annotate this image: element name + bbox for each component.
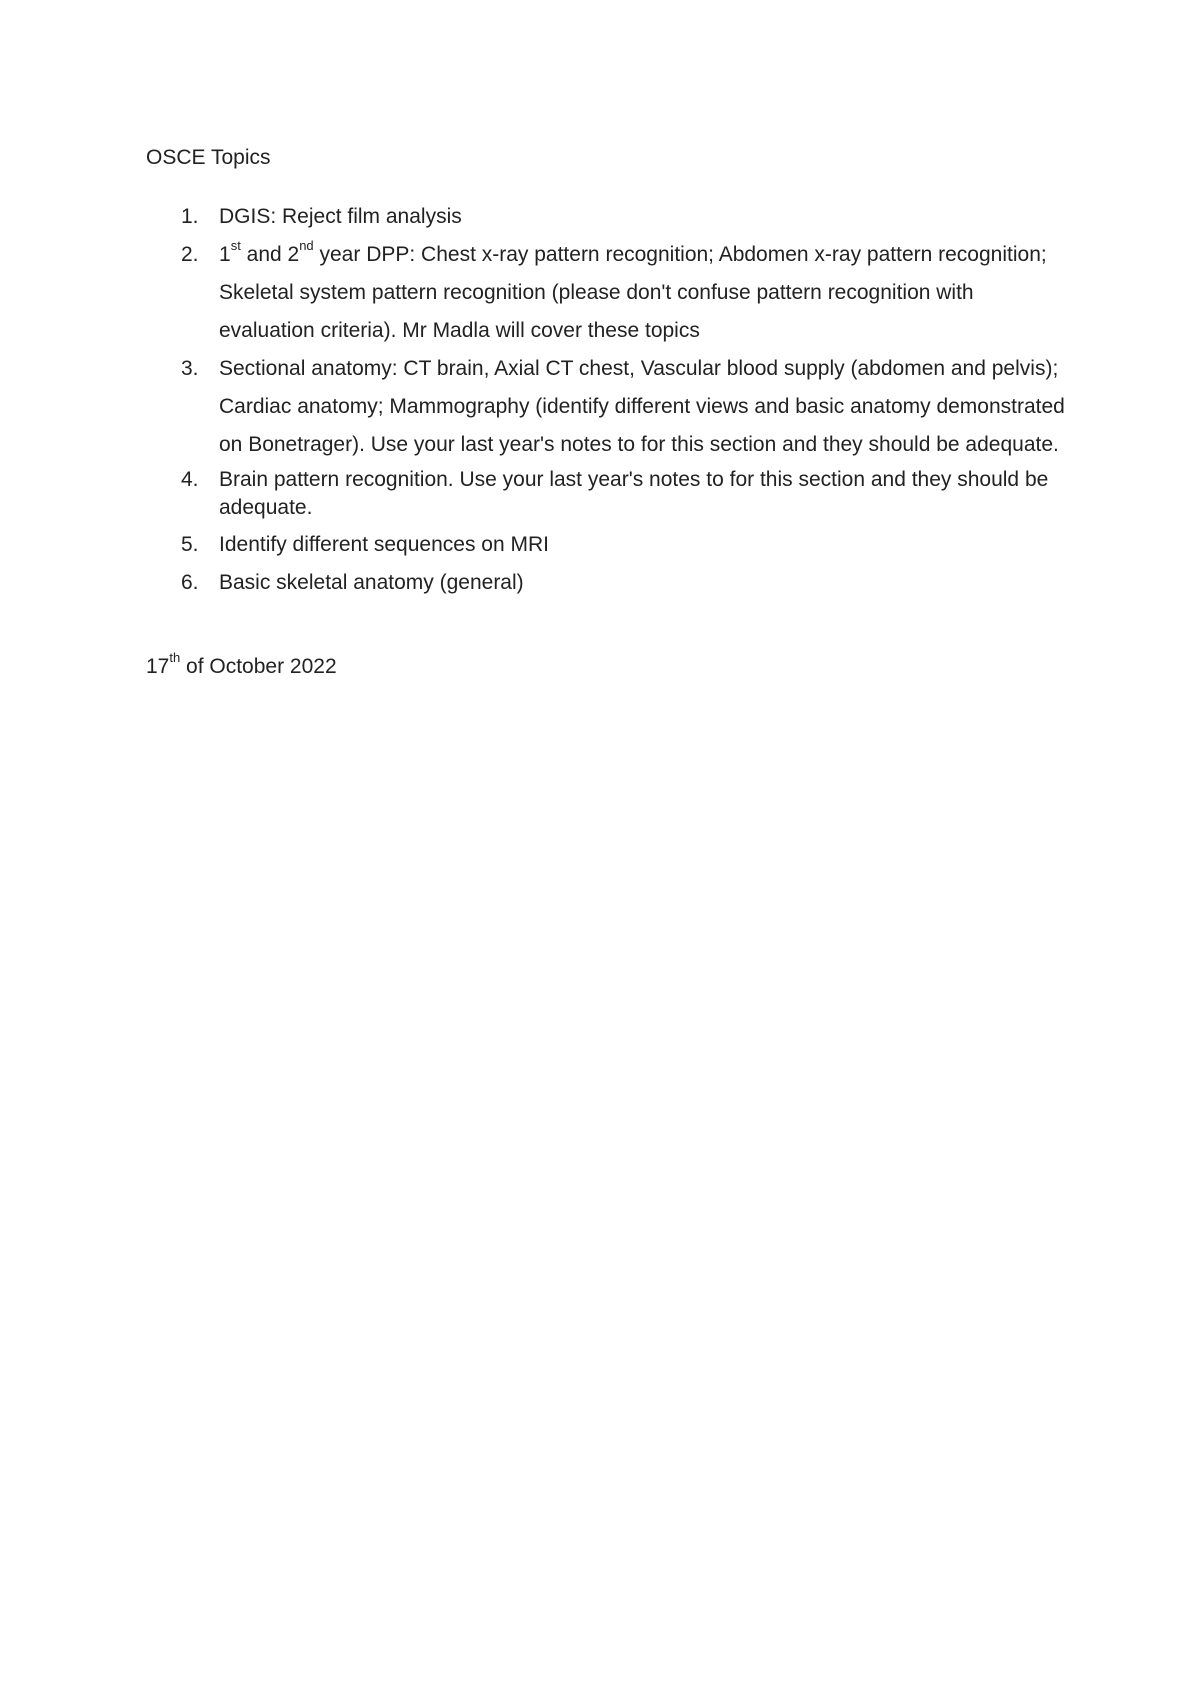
topic-number: 6.	[181, 571, 199, 594]
ordinal-suffix: nd	[299, 238, 314, 253]
document-heading: OSCE Topics	[146, 146, 271, 169]
topic-item-2	[146, 236, 1066, 350]
topic-text: Identify different sequences on MRI	[219, 533, 549, 556]
topic-text-part: and 2	[240, 243, 300, 266]
date-rest: of October 2022	[180, 655, 337, 678]
topic-item-1	[146, 198, 1066, 236]
topic-list	[146, 198, 1066, 602]
ordinal-suffix: th	[169, 650, 181, 665]
topic-text: Sectional anatomy: CT brain, Axial CT chest, Vascular blood supply (abdomen and pelvis); Cardiac anatomy; Mammography (identify different views and basic anatomy demonstrated on Bonetrager). Use your last year's notes to for this section and they should be adequate.	[219, 357, 1065, 456]
topic-number: 4.	[181, 468, 199, 491]
topic-number: 3.	[181, 357, 199, 380]
document-date	[146, 650, 337, 679]
topic-number: 2.	[181, 243, 199, 266]
topic-text-part: year DPP: Chest x-ray pattern recognition; Abdomen x-ray pattern recognition; Skeletal system pattern recognition (please don't confuse pattern recognition with evaluation criteria). Mr Madla will cover these topics	[219, 243, 1047, 342]
topic-text: Basic skeletal anatomy (general)	[219, 571, 524, 594]
topic-text: DGIS: Reject film analysis	[219, 205, 462, 228]
topic-item-3	[146, 350, 1066, 464]
topic-text	[219, 238, 1047, 342]
topic-text: Brain pattern recognition. Use your last year's notes to for this section and they should be adequate.	[219, 468, 1049, 519]
date-day: 17	[146, 655, 170, 678]
topic-number: 1.	[181, 205, 199, 228]
topic-item-5	[146, 526, 1066, 564]
topic-text-part: 1	[219, 243, 231, 266]
ordinal-suffix: st	[230, 238, 241, 253]
topic-item-4	[146, 466, 1066, 522]
topic-number: 5.	[181, 533, 199, 556]
topic-item-6	[146, 564, 1066, 602]
